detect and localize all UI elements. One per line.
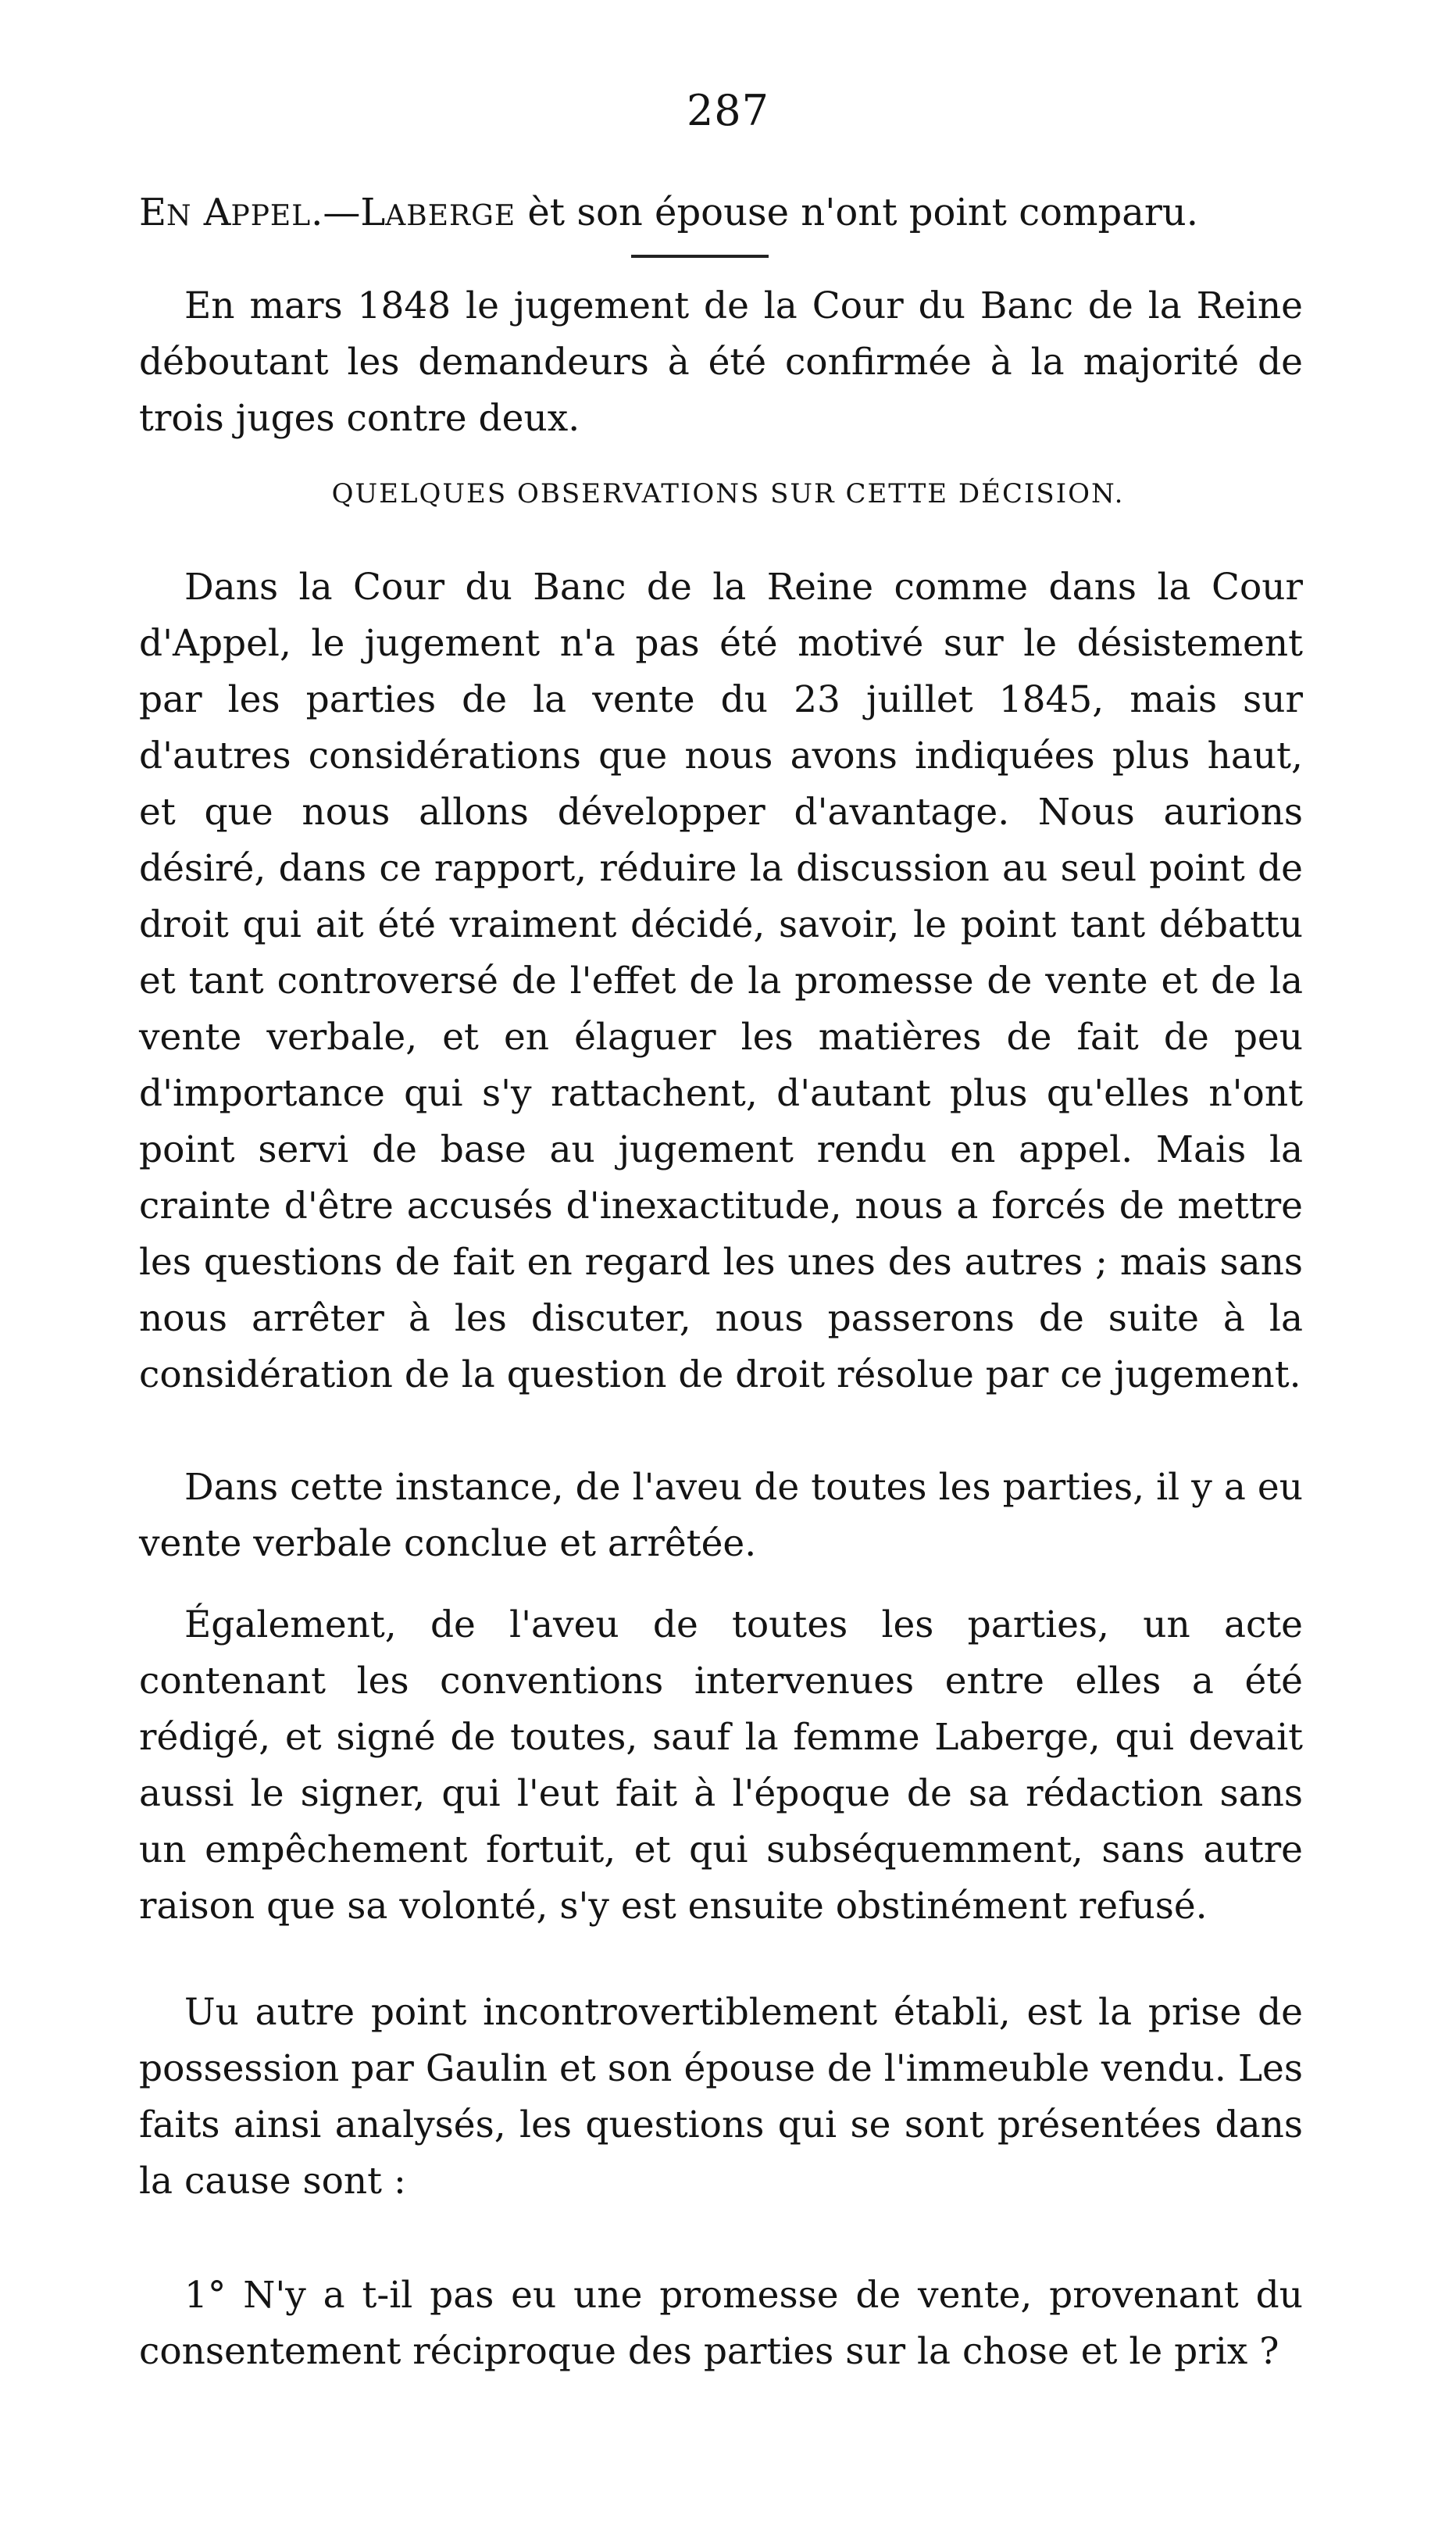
section-title: QUELQUES OBSERVATIONS SUR CETTE DÉCISION. [331,478,1125,509]
heading-cap-3: L [360,191,386,234]
heading-cap-2: A [191,191,231,234]
question-1: 1° N'y a t-il pas eu une promesse de vente, provenant du consentement réciproque des parties sur la chose et le prix ? [139,2274,1303,2373]
separator-rule [631,255,769,258]
page-number: 287 [686,86,770,135]
paragraph-judgment: En mars 1848 le jugement de la Cour du Banc de la Reine déboutant les demandeurs à été confirmée à la majorité de trois juges contre deux. [139,284,1303,440]
heading-cap-1: E [139,191,167,234]
heading-dash: .— [311,191,361,234]
heading-rest-1: N [166,200,192,232]
heading-rest-2: PPEL [230,200,312,232]
heading-tail: èt son épouse n'ont point comparu. [516,191,1198,234]
paragraph-observations: Dans la Cour du Banc de la Reine comme dans la Cour d'Appel, le jugement n'a pas été motivé sur le désistement par les parties de la vente du 23 juillet 1845, mais sur d'autres considérations que nous avons indiquées plus haut, et que nous allons développer d'avantage. Nous aurions désiré, dans ce rapport, réduire la discussion au seul point de droit qui ait été vraiment décidé, savoir, le point tant débattu et tant controversé de l'effet de la promesse de vente et de la vente verbale, et en élaguer les matières de fait de peu d'importance qui s'y rattachent, d'autant plus qu'elles n'ont point servi de base au jugement rendu en appel. Mais la crainte d'être accusés d'inexactitude, nous a forcés de mettre les questions de fait en regard les unes des autres ; mais sans nous arrêter à les discuter, nous passerons de suite à la considération de la question de droit résolue par ce jugement. [139,566,1303,1396]
paragraph-verbal-sale: Dans cette instance, de l'aveu de toutes les parties, il y a eu vente verbale conclue et arrêtée. [139,1466,1303,1565]
paragraph-deed: Également, de l'aveu de toutes les parties, un acte contenant les conventions intervenues entre elles a été rédigé, et signé de toutes, sauf la femme Laberge, qui devait aussi le signer, qui l'eut fait à l'époque de sa rédaction sans un empêchement fortuit, et qui subséquemment, sans autre raison que sa volonté, s'y est ensuite obstinément refusé. [139,1603,1303,1928]
case-heading [139,184,1303,245]
heading-rest-3: ABERGE [385,200,516,232]
paragraph-possession: Uu autre point incontrovertiblement établi, est la prise de possession par Gaulin et son épouse de l'immeuble vendu. Les faits ainsi analysés, les questions qui se sont présentées dans la cause sont : [139,1991,1303,2203]
